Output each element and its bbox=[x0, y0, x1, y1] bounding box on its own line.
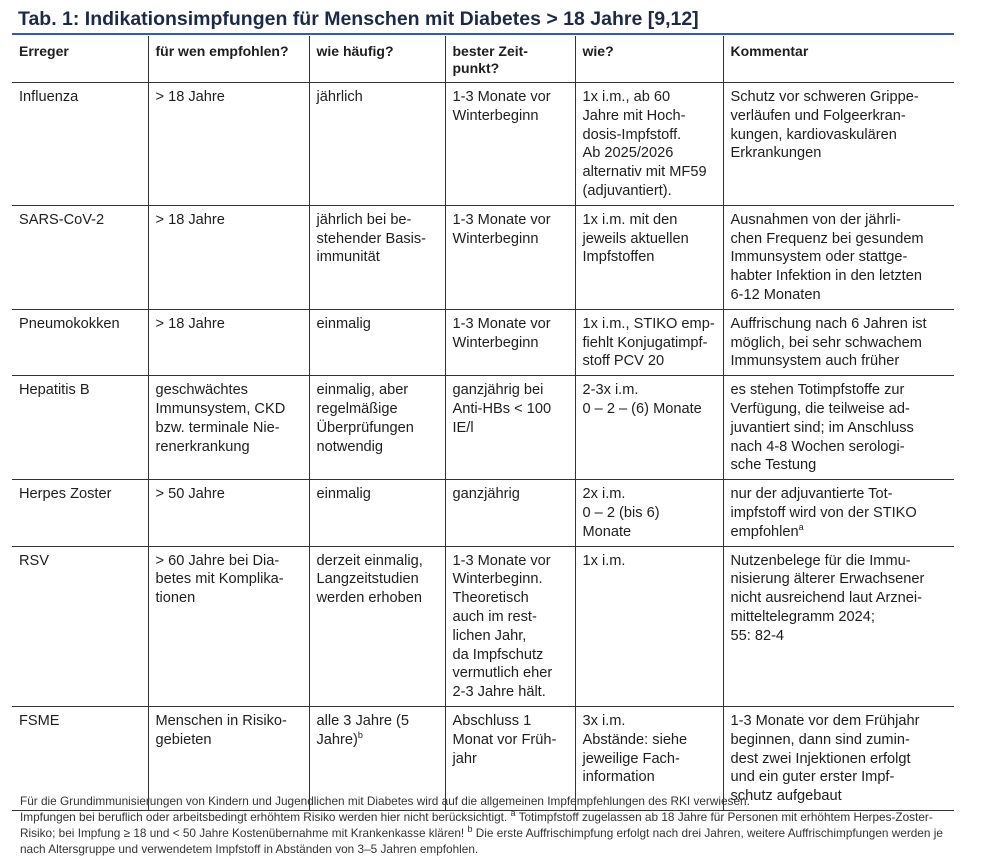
cell-wie-haeufig: jährlich bei be- stehender Basis- immunität bbox=[309, 205, 445, 309]
header-zeitpunkt: bester Zeit- punkt? bbox=[445, 36, 575, 83]
title-rule bbox=[12, 33, 954, 35]
footnote-line-1: Für die Grundimmunisierungen von Kindern und Jugendlichen mit Diabetes wird auf die allgemeinen Impfempfehlungen des RKI verwiesen. bbox=[20, 794, 750, 808]
cell-zeitpunkt: ganzjährig bei Anti-HBs < 100 IE/l bbox=[445, 376, 575, 480]
cell-kommentar: Schutz vor schweren Grippe- verläufen und Folgeerkran- kungen, kardiovaskulären Erkrankungen bbox=[723, 83, 954, 206]
cell-fuer-wen: > 18 Jahre bbox=[148, 205, 309, 309]
cell-erreger: Hepatitis B bbox=[12, 376, 148, 480]
footnote-marker-a: a bbox=[798, 521, 804, 532]
header-wie: wie? bbox=[575, 36, 723, 83]
footnote-marker-b: b bbox=[357, 729, 363, 740]
cell-wie-haeufig-text: alle 3 Jahre (5 Jahre) bbox=[316, 712, 409, 748]
cell-erreger: Influenza bbox=[12, 83, 148, 206]
header-fuer-wen: für wen empfohlen? bbox=[148, 36, 309, 83]
table-row bbox=[12, 376, 954, 480]
table-row bbox=[12, 309, 954, 375]
cell-wie-haeufig: einmalig bbox=[309, 309, 445, 375]
cell-kommentar: 1-3 Monate vor dem Frühjahr beginnen, dann sind zumin- dest zwei Injektionen erfolgt und ein guter erster Impf- schutz aufgebaut bbox=[723, 706, 954, 810]
table-title: Tab. 1: Indikationsimpfungen für Menschen mit Diabetes > 18 Jahre [9,12] bbox=[18, 8, 699, 30]
cell-wie-haeufig: derzeit einmalig, Langzeitstudien werden erhoben bbox=[309, 546, 445, 706]
cell-fuer-wen: > 18 Jahre bbox=[148, 309, 309, 375]
cell-kommentar bbox=[723, 480, 954, 546]
footnote-note-b: Die erste Auffrischimpfung erfolgt nach drei Jahren, weitere Auffrischimpfungen werden je nach Altersgruppe und verwendetem Impfstoff in Abständen von 3–5 Jahren empfohlen. bbox=[20, 826, 943, 856]
cell-erreger: FSME bbox=[12, 706, 148, 810]
cell-fuer-wen: > 60 Jahre bei Dia- betes mit Komplika- tionen bbox=[148, 546, 309, 706]
cell-zeitpunkt: 1-3 Monate vor Winterbeginn bbox=[445, 309, 575, 375]
header-wie-haeufig: wie häufig? bbox=[309, 36, 445, 83]
cell-zeitpunkt: 1-3 Monate vor Winterbeginn bbox=[445, 205, 575, 309]
cell-zeitpunkt: 1-3 Monate vor Winterbeginn bbox=[445, 83, 575, 206]
header-kommentar: Kommentar bbox=[723, 36, 954, 83]
cell-zeitpunkt: Abschluss 1 Monat vor Früh- jahr bbox=[445, 706, 575, 810]
table-header-row bbox=[12, 36, 954, 83]
cell-kommentar: es stehen Totimpfstoffe zur Verfügung, die teilweise ad- juvantiert sind; im Anschluss nach 4-8 Wochen serologi- sche Testung bbox=[723, 376, 954, 480]
cell-wie: 1x i.m. bbox=[575, 546, 723, 706]
cell-kommentar: Nutzenbelege für die Immu- nisierung älterer Erwachsener nicht ausreichend laut Arznei- mitteltelegramm 2024; 55: 82-4 bbox=[723, 546, 954, 706]
table-row bbox=[12, 546, 954, 706]
cell-kommentar-text: nur der adjuvantierte Tot- impfstoff wird von der STIKO empfohlen bbox=[730, 486, 917, 540]
cell-erreger: SARS-CoV-2 bbox=[12, 205, 148, 309]
table-row bbox=[12, 83, 954, 206]
cell-zeitpunkt: 1-3 Monate vor Winterbeginn. Theoretisch auch im rest- lichen Jahr, da Impfschutz vermutlich eher 2-3 Jahre hält. bbox=[445, 546, 575, 706]
table-footnote bbox=[20, 793, 955, 857]
cell-fuer-wen: Menschen in Risiko- gebieten bbox=[148, 706, 309, 810]
cell-zeitpunkt: ganzjährig bbox=[445, 480, 575, 546]
table-row bbox=[12, 480, 954, 546]
cell-wie-haeufig: jährlich bbox=[309, 83, 445, 206]
cell-wie: 2x i.m. 0 – 2 (bis 6) Monate bbox=[575, 480, 723, 546]
footnote-text: Impfungen bei beruflich oder arbeitsbedingt erhöhtem Risiko werden hier nicht berücksichtigt. bbox=[20, 810, 508, 824]
table-row bbox=[12, 205, 954, 309]
cell-fuer-wen: geschwächtes Immunsystem, CKD bzw. terminale Nie- renerkrankung bbox=[148, 376, 309, 480]
cell-erreger: Pneumokokken bbox=[12, 309, 148, 375]
cell-wie: 1x i.m., ab 60 Jahre mit Hoch- dosis-Impfstoff. Ab 2025/2026 alternativ mit MF59 (adjuvantiert). bbox=[575, 83, 723, 206]
cell-wie: 1x i.m. mit den jeweils aktuellen Impfstoffen bbox=[575, 205, 723, 309]
cell-fuer-wen: > 18 Jahre bbox=[148, 83, 309, 206]
cell-kommentar: Ausnahmen von der jährli- chen Frequenz bei gesundem Immunsystem oder stattge- habter Infektion in den letzten 6-12 Monaten bbox=[723, 205, 954, 309]
cell-wie: 3x i.m. Abstände: siehe jeweilige Fach- information bbox=[575, 706, 723, 810]
cell-kommentar: Auffrischung nach 6 Jahren ist möglich, bei sehr schwachem Immunsystem auch früher bbox=[723, 309, 954, 375]
footnote-label-b: b bbox=[467, 824, 473, 835]
cell-fuer-wen: > 50 Jahre bbox=[148, 480, 309, 546]
cell-wie-haeufig: einmalig bbox=[309, 480, 445, 546]
header-erreger: Erreger bbox=[12, 36, 148, 83]
cell-erreger: Herpes Zoster bbox=[12, 480, 148, 546]
footnote-note-a: Totimpfstoff zugelassen ab 18 Jahre für Personen mit erhöhtem Herpes-Zoster-Risiko; bei Impfung ≥ 18 und < 50 Jahre Kostenübernahme mit Krankenkasse klären! bbox=[20, 810, 933, 840]
footnote-label-a: a bbox=[510, 808, 516, 819]
cell-wie-haeufig: einmalig, aber regelmäßige Überprüfungen notwendig bbox=[309, 376, 445, 480]
cell-wie: 2-3x i.m. 0 – 2 – (6) Monate bbox=[575, 376, 723, 480]
footnote-line-2 bbox=[20, 809, 955, 857]
vaccination-table bbox=[12, 36, 954, 811]
cell-wie: 1x i.m., STIKO emp- fiehlt Konjugatimpf- stoff PCV 20 bbox=[575, 309, 723, 375]
cell-erreger: RSV bbox=[12, 546, 148, 706]
